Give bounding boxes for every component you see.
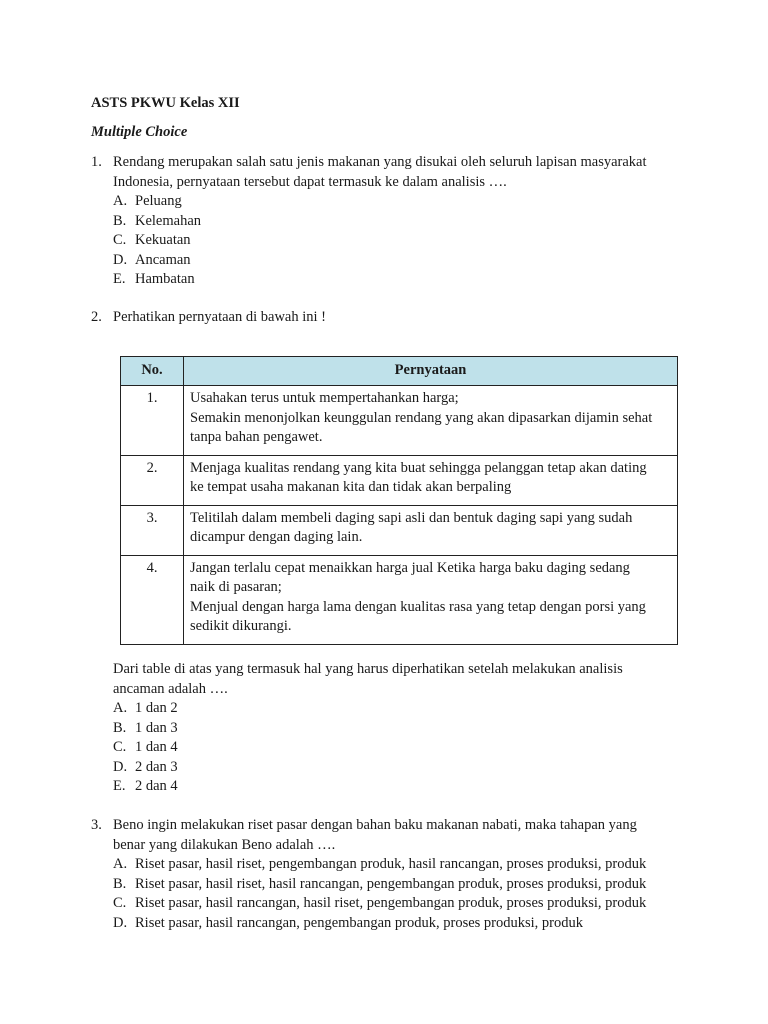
table-cell-no: 3. (121, 505, 184, 555)
option-b[interactable] (113, 212, 681, 232)
option-text: 1 dan 2 (135, 700, 178, 716)
option-text: Kelemahan (135, 212, 202, 229)
option-letter: B. (113, 212, 127, 229)
table-cell-statement (184, 455, 678, 505)
question-line: Beno ingin melakukan riset pasar dengan bahan baku makanan nabati, maka tahapan yang (113, 817, 637, 833)
table-cell-statement (184, 555, 678, 644)
option-letter: B. (113, 875, 127, 892)
option-c[interactable] (113, 231, 681, 251)
option-letter: C. (113, 739, 127, 755)
question-2-prompt (113, 660, 683, 797)
table-header-statement: Pernyataan (184, 357, 678, 386)
option-text: Riset pasar, hasil riset, hasil rancangan, pengembangan produk, proses produksi, produk (135, 875, 647, 892)
table-cell-no: 4. (121, 555, 184, 644)
option-list (113, 192, 681, 290)
option-text: Riset pasar, hasil riset, pengembangan produk, hasil rancangan, proses produksi, produk (135, 856, 647, 872)
option-text: 2 dan 3 (135, 758, 178, 775)
table-cell-statement (184, 505, 678, 555)
question-line: Rendang merupakan salah satu jenis makanan yang disukai oleh seluruh lapisan masyarakat (113, 154, 647, 170)
table-row (121, 386, 678, 456)
table-row (121, 555, 678, 644)
table-header-row (121, 357, 678, 386)
question-line: benar yang dilakukan Beno adalah …. (113, 836, 336, 853)
option-a[interactable] (113, 192, 681, 212)
statement-line: Jangan terlalu cepat menaikkan harga jual Ketika harga baku daging sedang (190, 559, 630, 576)
question-line: Indonesia, pernyataan tersebut dapat termasuk ke dalam analisis …. (113, 173, 507, 190)
option-text: 1 dan 3 (135, 719, 178, 736)
option-text: Ancaman (135, 251, 191, 268)
question-number: 1. (91, 154, 102, 170)
option-letter: C. (113, 895, 127, 911)
statement-line: Semakin menonjolkan keunggulan rendang yang akan dipasarkan dijamin sehat (190, 409, 653, 426)
option-letter: D. (113, 251, 128, 268)
question-line: ancaman adalah …. (113, 680, 228, 697)
statement-line: naik di pasaran; (190, 579, 282, 595)
statement-line: Telitilah dalam membeli daging sapi asli dan bentuk daging sapi yang sudah (190, 509, 633, 526)
option-c[interactable] (113, 894, 681, 914)
statement-line: Menjual dengan harga lama dengan kualitas rasa yang tetap dengan porsi yang (190, 598, 646, 615)
option-letter: B. (113, 719, 127, 736)
option-letter: E. (113, 271, 126, 287)
option-d[interactable] (113, 251, 681, 271)
option-letter: E. (113, 778, 126, 794)
statement-table (120, 356, 678, 645)
option-text: 2 dan 4 (135, 778, 178, 794)
option-text: 1 dan 4 (135, 739, 178, 755)
option-letter: A. (113, 700, 128, 716)
question-number: 2. (91, 309, 102, 325)
statement-line: sedikit dikurangi. (190, 618, 292, 634)
option-text: Riset pasar, hasil rancangan, hasil riset, pengembangan produk, proses produksi, produk (135, 895, 647, 911)
question-number: 3. (91, 817, 102, 833)
statement-line: tanpa bahan pengawet. (190, 429, 323, 445)
option-text: Riset pasar, hasil rancangan, pengembangan produk, proses produksi, produk (135, 914, 584, 931)
option-letter: D. (113, 758, 128, 775)
option-a[interactable] (113, 699, 683, 719)
option-d[interactable] (113, 758, 683, 778)
question-line: Dari table di atas yang termasuk hal yang harus diperhatikan setelah melakukan analisis (113, 661, 623, 677)
option-d[interactable] (113, 914, 681, 934)
table-row (121, 505, 678, 555)
table-header-no: No. (121, 357, 184, 386)
option-b[interactable] (113, 875, 681, 895)
option-letter: C. (113, 232, 127, 248)
option-letter: A. (113, 193, 128, 209)
option-letter: A. (113, 856, 128, 872)
option-text: Peluang (135, 193, 182, 209)
question-text: Perhatikan pernyataan di bawah ini ! (113, 309, 326, 325)
option-text: Hambatan (135, 271, 195, 287)
question-text (113, 153, 681, 192)
option-b[interactable] (113, 719, 683, 739)
option-e[interactable] (113, 270, 681, 290)
option-e[interactable] (113, 777, 683, 797)
statement-line: dicampur dengan daging lain. (190, 529, 363, 545)
question-1 (91, 153, 681, 290)
table-row (121, 455, 678, 505)
option-c[interactable] (113, 738, 683, 758)
option-list (113, 699, 683, 797)
table-cell-no: 1. (121, 386, 184, 456)
table-cell-statement (184, 386, 678, 456)
option-letter: D. (113, 914, 128, 931)
statement-line: Usahakan terus untuk mempertahankan harga; (190, 390, 459, 406)
document-title: ASTS PKWU Kelas XII (91, 95, 240, 111)
question-2 (91, 308, 681, 328)
table-cell-no: 2. (121, 455, 184, 505)
option-text: Kekuatan (135, 232, 191, 248)
question-3 (91, 816, 681, 933)
section-heading: Multiple Choice (91, 124, 188, 140)
question-text (113, 816, 681, 855)
statement-line: ke tempat usaha makanan kita dan tidak akan berpaling (190, 479, 512, 495)
option-list (113, 855, 681, 933)
statement-line: Menjaga kualitas rendang yang kita buat sehingga pelanggan tetap akan dating (190, 459, 647, 476)
option-a[interactable] (113, 855, 681, 875)
